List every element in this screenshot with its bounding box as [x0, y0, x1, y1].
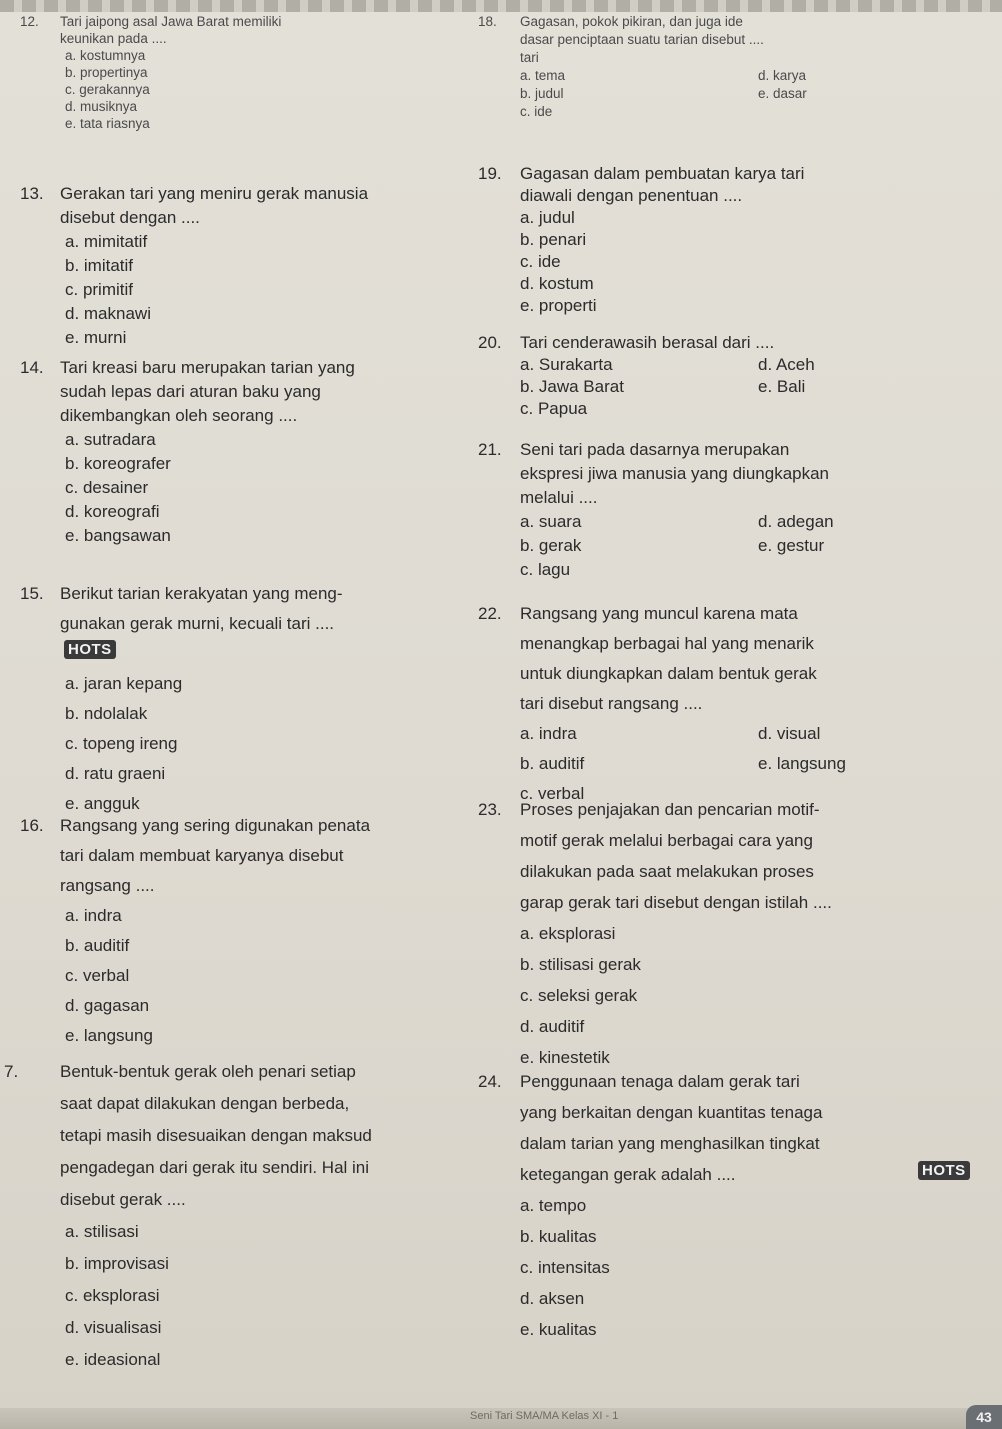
answer-option: a. mimitatif — [65, 232, 148, 251]
question-stem-line: Bentuk-bentuk gerak oleh penari setiap — [60, 1062, 356, 1081]
question-number: 19. — [478, 164, 502, 183]
question-number: 24. — [478, 1072, 502, 1091]
question-stem-line: dasar penciptaan suatu tarian disebut .... — [520, 32, 764, 47]
answer-option: b. auditif — [65, 936, 130, 955]
answer-option: a. suara — [520, 512, 582, 531]
question-stem-line: menangkap berbagai hal yang menarik — [520, 634, 814, 653]
answer-option: a. indra — [65, 906, 122, 925]
question-number: 22. — [478, 604, 502, 623]
answer-option: e. murni — [65, 328, 127, 347]
question-number: 21. — [478, 440, 502, 459]
answer-option: e. kualitas — [520, 1320, 597, 1339]
question-stem-line: Berikut tarian kerakyatan yang meng- — [60, 584, 343, 603]
question-stem-line: ekspresi jiwa manusia yang diungkapkan — [520, 464, 830, 483]
answer-option: c. seleksi gerak — [520, 986, 638, 1005]
answer-option: b. propertinya — [65, 65, 148, 80]
answer-option: c. intensitas — [520, 1258, 610, 1277]
answer-option: a. tema — [520, 68, 566, 83]
answer-option: d. adegan — [758, 512, 834, 531]
question-stem-line: Gerakan tari yang meniru gerak manusia — [60, 184, 369, 203]
question-stem-line: keunikan pada .... — [60, 31, 167, 46]
answer-option: a. Surakarta — [520, 355, 613, 374]
question-stem-line: Tari cenderawasih berasal dari .... — [520, 333, 775, 352]
answer-option: a. stilisasi — [65, 1222, 139, 1241]
answer-option: a. sutradara — [65, 430, 156, 449]
answer-option: d. aksen — [520, 1289, 585, 1308]
question-stem-line: saat dapat dilakukan dengan berbeda, — [60, 1094, 350, 1113]
answer-option: a. judul — [520, 208, 575, 227]
answer-option: c. ide — [520, 252, 561, 271]
answer-option: a. indra — [520, 724, 577, 743]
answer-option: e. bangsawan — [65, 526, 171, 545]
question-stem-line: Tari kreasi baru merupakan tarian yang — [60, 358, 355, 377]
answer-option: d. Aceh — [758, 355, 815, 374]
question-stem-line: Rangsang yang sering digunakan penata — [60, 816, 371, 835]
question-stem-line: melalui .... — [520, 488, 598, 507]
answer-option: b. koreografer — [65, 454, 171, 473]
question-stem-line: Gagasan dalam pembuatan karya tari — [520, 164, 805, 183]
question-number: 14. — [20, 358, 44, 377]
answer-option: e. dasar — [758, 86, 807, 101]
answer-option: b. improvisasi — [65, 1254, 169, 1273]
question-stem-line: diawali dengan penentuan .... — [520, 186, 743, 205]
answer-option: e. langsung — [758, 754, 846, 773]
answer-option: d. gagasan — [65, 996, 150, 1015]
question-stem-line: motif gerak melalui berbagai cara yang — [520, 831, 813, 850]
question-stem-line: dikembangkan oleh seorang .... — [60, 406, 298, 425]
answer-option: d. maknawi — [65, 304, 151, 323]
footer-text: Seni Tari SMA/MA Kelas XI - 1 — [470, 1410, 619, 1422]
answer-option: e. kinestetik — [520, 1048, 610, 1067]
question-stem-line: rangsang .... — [60, 876, 155, 895]
question-stem-line: Gagasan, pokok pikiran, dan juga ide — [520, 14, 743, 29]
question-stem-line: dalam tarian yang menghasilkan tingkat — [520, 1134, 820, 1153]
question-stem-line: untuk diungkapkan dalam bentuk gerak — [520, 664, 817, 683]
answer-option: d. kostum — [520, 274, 594, 293]
question-stem-line: gunakan gerak murni, kecuali tari .... — [60, 614, 335, 633]
question-stem-line: disebut gerak .... — [60, 1190, 186, 1209]
question-stem-line: disebut dengan .... — [60, 208, 200, 227]
answer-option: e. gestur — [758, 536, 825, 555]
answer-option: a. kostumnya — [65, 48, 146, 63]
answer-option: b. stilisasi gerak — [520, 955, 641, 974]
answer-option: e. properti — [520, 296, 597, 315]
question-number: 16. — [20, 816, 44, 835]
question-stem-line: Rangsang yang muncul karena mata — [520, 604, 798, 623]
answer-option: c. desainer — [65, 478, 149, 497]
answer-option: c. topeng ireng — [65, 734, 178, 753]
page-top-edge — [0, 0, 1002, 12]
question-stem-line: Proses penjajakan dan pencarian motif- — [520, 800, 820, 819]
hots-label: HOTS — [64, 640, 116, 659]
question-stem-line: tari dalam membuat karyanya disebut — [60, 846, 344, 865]
answer-option: c. gerakannya — [65, 82, 150, 97]
question-stem-line: dilakukan pada saat melakukan proses — [520, 862, 814, 881]
answer-option: b. penari — [520, 230, 587, 249]
answer-option: c. ide — [520, 104, 553, 119]
answer-option: e. langsung — [65, 1026, 153, 1045]
question-number: 7. — [4, 1062, 19, 1081]
answer-option: e. Bali — [758, 377, 806, 396]
answer-option: b. auditif — [520, 754, 585, 773]
question-number: 13. — [20, 184, 44, 203]
question-number: 15. — [20, 584, 44, 603]
hots-badge — [64, 640, 116, 659]
answer-option: d. koreografi — [65, 502, 160, 521]
question-stem-line: sudah lepas dari aturan baku yang — [60, 382, 321, 401]
question-stem-line: ketegangan gerak adalah .... — [520, 1165, 736, 1184]
answer-option: a. tempo — [520, 1196, 587, 1215]
question-stem-line: Seni tari pada dasarnya merupakan — [520, 440, 790, 459]
answer-option: c. primitif — [65, 280, 133, 299]
answer-option: a. jaran kepang — [65, 674, 183, 693]
page-number: 43 — [966, 1405, 1002, 1429]
question-stem-line: garap gerak tari disebut dengan istilah .... — [520, 893, 832, 912]
answer-option: b. ndolalak — [65, 704, 148, 723]
question-number: 12. — [20, 14, 39, 29]
question-number: 23. — [478, 800, 502, 819]
answer-option: e. angguk — [65, 794, 140, 813]
answer-option: c. eksplorasi — [65, 1286, 160, 1305]
question-stem-line: tari — [520, 50, 539, 65]
answer-option: a. eksplorasi — [520, 924, 616, 943]
question-stem-line: tari disebut rangsang .... — [520, 694, 703, 713]
answer-option: b. kualitas — [520, 1227, 597, 1246]
answer-option: c. Papua — [520, 399, 588, 418]
answer-option: d. visualisasi — [65, 1318, 162, 1337]
hots-badge — [918, 1161, 970, 1180]
answer-option: d. ratu graeni — [65, 764, 166, 783]
answer-option: b. gerak — [520, 536, 582, 555]
answer-option: c. verbal — [520, 784, 585, 803]
answer-option: d. karya — [758, 68, 807, 83]
answer-option: d. visual — [758, 724, 821, 743]
hots-label: HOTS — [918, 1161, 970, 1180]
answer-option: e. tata riasnya — [65, 116, 150, 131]
answer-option: b. Jawa Barat — [520, 377, 624, 396]
question-number: 18. — [478, 14, 497, 29]
answer-option: b. imitatif — [65, 256, 134, 275]
answer-option: d. musiknya — [65, 99, 138, 114]
question-stem-line: Tari jaipong asal Jawa Barat memiliki — [60, 14, 282, 29]
question-stem-line: yang berkaitan dengan kuantitas tenaga — [520, 1103, 823, 1122]
question-stem-line: pengadegan dari gerak itu sendiri. Hal ini — [60, 1158, 370, 1177]
answer-option: c. lagu — [520, 560, 571, 579]
question-number: 20. — [478, 333, 502, 352]
answer-option: e. ideasional — [65, 1350, 161, 1369]
question-stem-line: tetapi masih disesuaikan dengan maksud — [60, 1126, 372, 1145]
answer-option: b. judul — [520, 86, 564, 101]
question-stem-line: Penggunaan tenaga dalam gerak tari — [520, 1072, 800, 1091]
answer-option: d. auditif — [520, 1017, 585, 1036]
answer-option: c. verbal — [65, 966, 130, 985]
